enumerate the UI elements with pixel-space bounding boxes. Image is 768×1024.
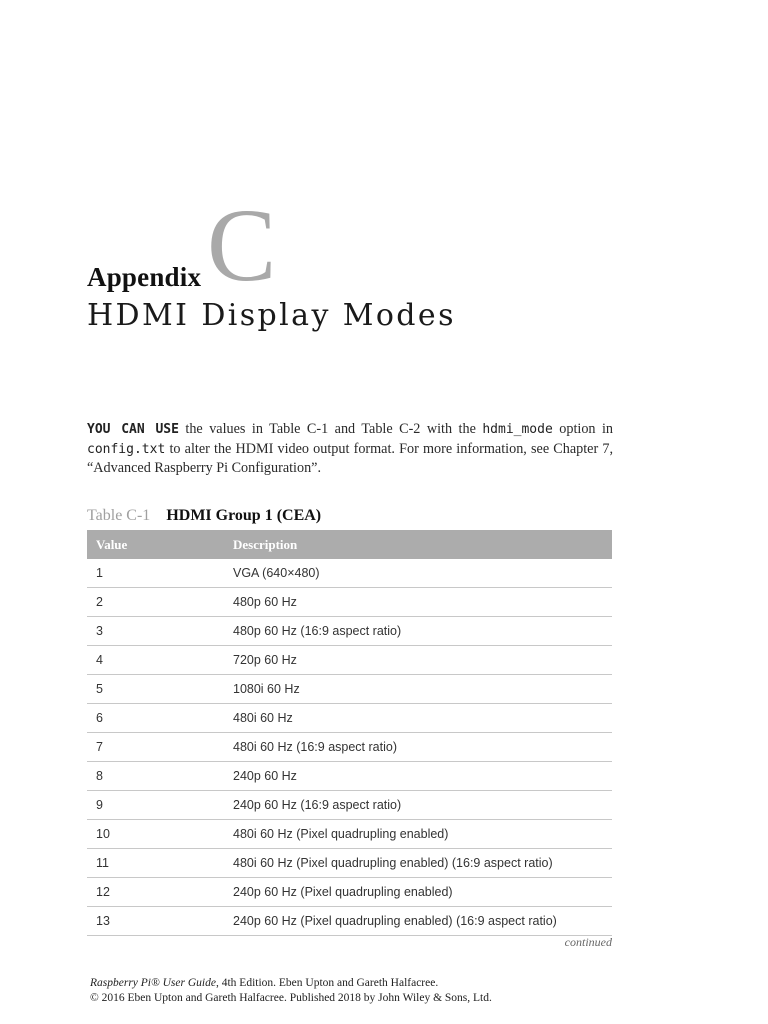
chapter-heading xyxy=(87,188,647,340)
continued-note: continued xyxy=(564,935,612,949)
cell-value: 7 xyxy=(87,733,225,762)
cell-value: 5 xyxy=(87,675,225,704)
cell-value: 2 xyxy=(87,588,225,617)
page-footer xyxy=(90,976,492,1006)
cell-value: 12 xyxy=(87,878,225,907)
table-row xyxy=(87,646,612,675)
table-row xyxy=(87,588,612,617)
intro-text-3: to alter the HDMI video output format. For more information, see Chapter 7, “Advanced Raspberry Pi Configuration”. xyxy=(87,440,613,476)
cell-description: 240p 60 Hz (16:9 aspect ratio) xyxy=(225,791,612,820)
intro-code-hdmi-mode: hdmi_mode xyxy=(482,422,553,437)
table-title: HDMI Group 1 (CEA) xyxy=(166,507,322,524)
table-row xyxy=(87,762,612,791)
footer-edition: , 4th Edition. Eben Upton and Gareth Halfacree. xyxy=(215,977,439,989)
appendix-label: Appendix xyxy=(87,262,202,292)
table-row xyxy=(87,733,612,762)
cell-value: 3 xyxy=(87,617,225,646)
table-row xyxy=(87,791,612,820)
cell-value: 11 xyxy=(87,849,225,878)
footer-line-1 xyxy=(90,976,492,991)
table-row xyxy=(87,559,612,588)
intro-paragraph xyxy=(87,420,613,479)
table-body xyxy=(87,559,612,936)
table-row xyxy=(87,704,612,733)
footer-copyright: © 2016 Eben Upton and Gareth Halfacree. Published 2018 by John Wiley & Sons, Ltd. xyxy=(90,992,492,1004)
cell-value: 1 xyxy=(87,559,225,588)
table-row xyxy=(87,675,612,704)
header-description: Description xyxy=(225,530,612,559)
table-row xyxy=(87,907,612,936)
chapter-title: HDMI Display Modes xyxy=(87,298,456,333)
table-header-row xyxy=(87,530,612,559)
cell-value: 8 xyxy=(87,762,225,791)
header-value: Value xyxy=(87,530,225,559)
cell-description: 480i 60 Hz xyxy=(225,704,612,733)
cell-description: 240p 60 Hz (Pixel quadrupling enabled) (16:9 aspect ratio) xyxy=(225,907,612,936)
cell-description: 480p 60 Hz xyxy=(225,588,612,617)
cell-description: 480i 60 Hz (Pixel quadrupling enabled) xyxy=(225,820,612,849)
cell-value: 13 xyxy=(87,907,225,936)
cell-description: 240p 60 Hz xyxy=(225,762,612,791)
footer-book-title: Raspberry Pi® User Guide xyxy=(90,977,216,989)
table-row xyxy=(87,849,612,878)
hdmi-modes-table xyxy=(87,530,612,936)
table-number: Table C-1 xyxy=(87,507,151,524)
cell-description: 1080i 60 Hz xyxy=(225,675,612,704)
intro-lead: YOU CAN USE xyxy=(87,422,179,437)
cell-value: 6 xyxy=(87,704,225,733)
intro-code-config-file: config.txt xyxy=(87,441,166,457)
table-row xyxy=(87,878,612,907)
cell-description: 480p 60 Hz (16:9 aspect ratio) xyxy=(225,617,612,646)
cell-value: 4 xyxy=(87,646,225,675)
cell-description: 480i 60 Hz (Pixel quadrupling enabled) (16:9 aspect ratio) xyxy=(225,849,612,878)
cell-description: 480i 60 Hz (16:9 aspect ratio) xyxy=(225,733,612,762)
appendix-letter: C xyxy=(207,188,277,303)
cell-value: 9 xyxy=(87,791,225,820)
table-caption xyxy=(87,507,613,525)
intro-text-2: option in xyxy=(552,421,614,437)
intro-text-1: the values in Table C-1 and Table C-2 with the xyxy=(178,421,483,437)
cell-description: VGA (640×480) xyxy=(225,559,612,588)
cell-value: 10 xyxy=(87,820,225,849)
cell-description: 240p 60 Hz (Pixel quadrupling enabled) xyxy=(225,878,612,907)
table-row xyxy=(87,617,612,646)
cell-description: 720p 60 Hz xyxy=(225,646,612,675)
table-row xyxy=(87,820,612,849)
